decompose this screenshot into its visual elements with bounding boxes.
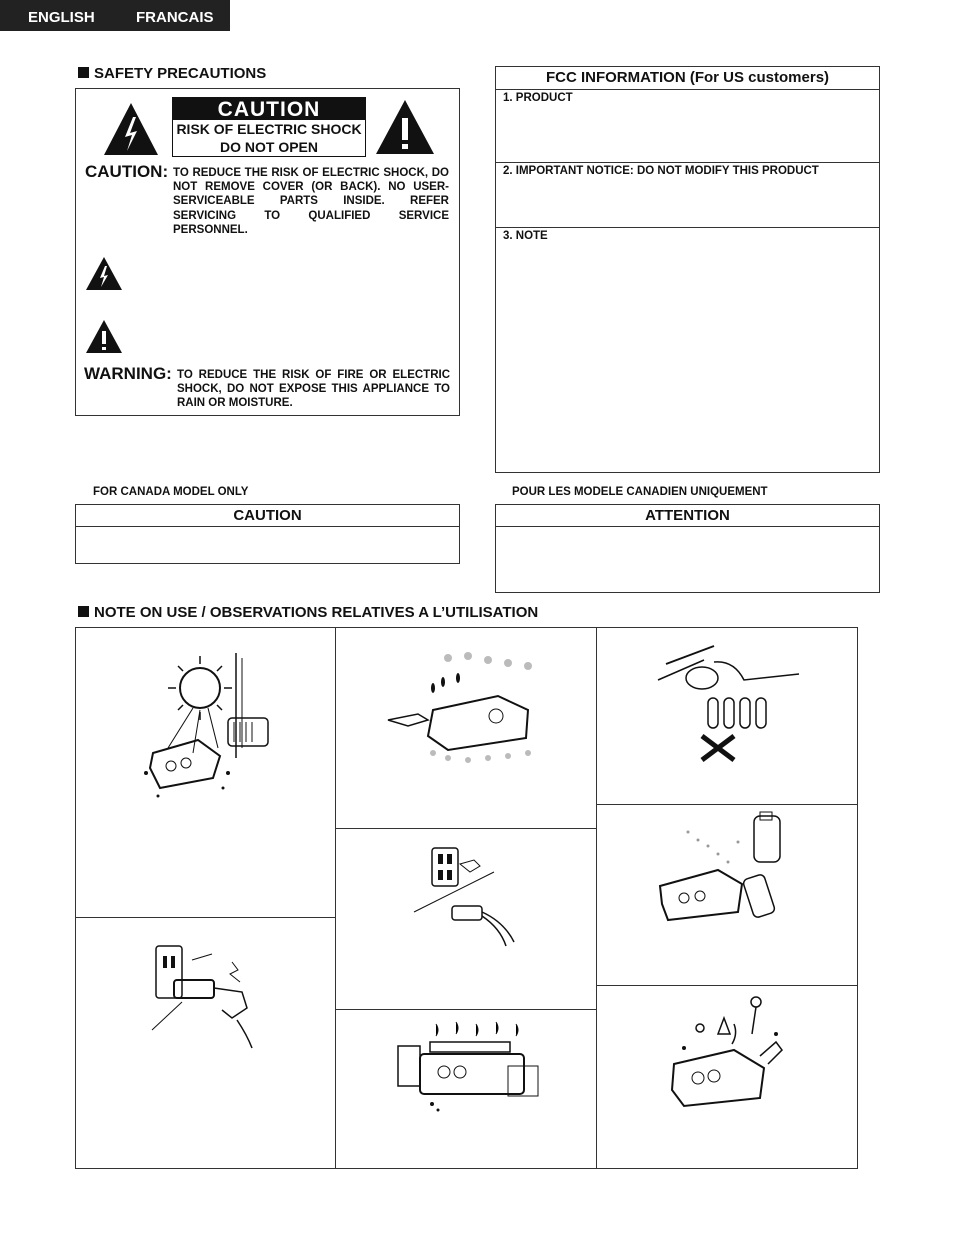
canada-caution-box: [75, 504, 460, 564]
lightning-triangle-icon: [102, 101, 160, 157]
language-english[interactable]: ENGLISH: [28, 9, 95, 26]
safety-precautions-title: SAFETY PRECAUTIONS: [78, 65, 266, 82]
caution-text: TO REDUCE THE RISK OF ELECTRIC SHOCK, DO NOT REMOVE COVER (OR BACK). NO USER-SERVICEABLE PARTS INSIDE. REFER SERVICING TO QUALIFIED SERVICE PERSONNEL.: [173, 167, 449, 236]
fcc-section-notice: 2. IMPORTANT NOTICE: DO NOT MODIFY THIS PRODUCT: [496, 162, 879, 228]
canada-attention-box: [495, 504, 880, 593]
sun-heat-warning-illustration: [138, 648, 278, 798]
language-francais[interactable]: FRANCAIS: [136, 9, 214, 26]
canada-caution-title: CAUTION: [76, 505, 459, 527]
canada-attention-title: ATTENTION: [496, 505, 879, 527]
exclamation-triangle-small-icon: [85, 319, 123, 355]
unplug-cord-illustration: [152, 940, 267, 1050]
warning-text: TO REDUCE THE RISK OF FIRE OR ELECTRIC SHOCK, DO NOT EXPOSE THIS APPLIANCE TO RAIN OR MOISTURE.: [177, 369, 450, 410]
canada-model-label: FOR CANADA MODEL ONLY: [93, 486, 249, 498]
warning-label: WARNING:: [84, 364, 172, 383]
fcc-information-box: [495, 66, 880, 473]
caution-label: CAUTION:: [85, 162, 169, 181]
lightning-triangle-small-icon: [85, 256, 123, 292]
water-splash-warning-illustration: [388, 648, 548, 768]
do-not-disassemble-illustration: [664, 994, 794, 1114]
fcc-title: FCC INFORMATION (For US customers): [496, 67, 879, 90]
caution-banner: CAUTION RISK OF ELECTRIC SHOCK DO NOT OPEN: [172, 97, 366, 157]
canada-model-label-fr: POUR LES MODELE CANADIEN UNIQUEMENT: [512, 486, 768, 498]
language-bar: [0, 0, 230, 31]
note-on-use-title: NOTE ON USE / OBSERVATIONS RELATIVES A L’UTILISATION: [78, 604, 538, 621]
foreign-objects-warning-illustration: [654, 640, 804, 760]
exclamation-triangle-icon: [374, 98, 436, 156]
safety-precautions-box: [75, 88, 460, 416]
ventilation-blocked-illustration: [396, 1020, 546, 1115]
chemical-spray-warning-illustration: [658, 812, 788, 922]
fcc-section-product: 1. PRODUCT: [496, 89, 879, 163]
fcc-section-note: 3. NOTE: [503, 230, 548, 242]
note-on-use-grid: [75, 627, 858, 1169]
wall-outlet-plug-illustration: [414, 842, 524, 952]
